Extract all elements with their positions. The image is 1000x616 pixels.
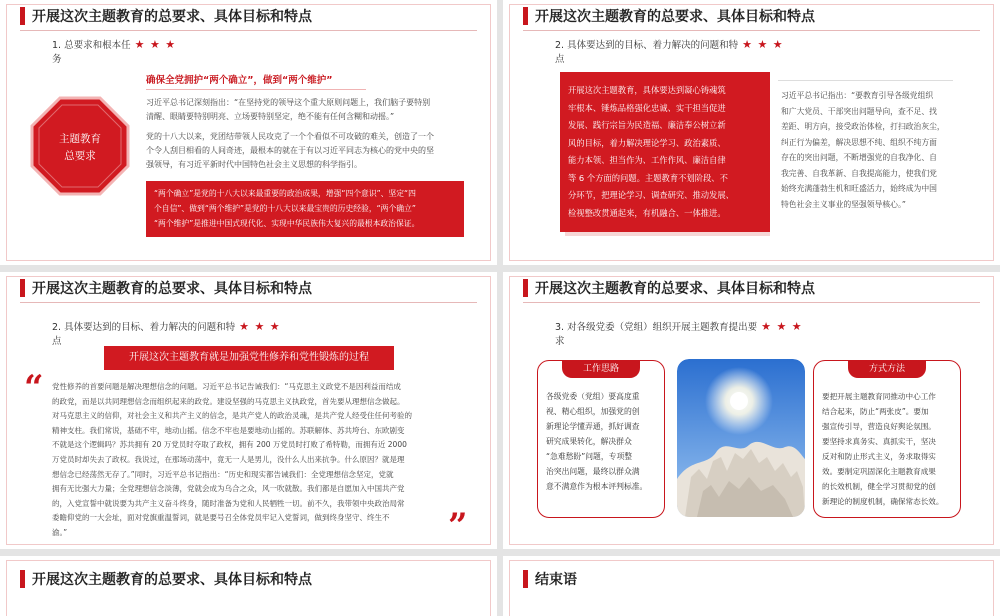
text-line: 精神支柱。我们常说，基础不牢，地动山摇。信念不牢也是要地动山摇的。苏联解体、苏共垮台、东欧剧变 [52,425,405,435]
card-text [546,389,647,494]
text-line: “两个维护”是推进中国式现代化、实现中华民族伟大复兴的最根本政治保证。 [154,219,420,228]
text-line: 万党员时却失去了政权。我说过，在那场动荡中，竟无一人是男儿，没什么人出来抗争。什么原因？就是理 [52,454,405,464]
card-text-line: 强宣传引导，营造良好舆论氛围。 [822,422,936,431]
section-subtitle [52,38,176,67]
title-accent-bar [20,7,25,25]
text-line: 我完善、自我革新、自我提高能力，使我们党 [781,168,937,178]
slide-1[interactable] [0,0,497,265]
quote-paragraph [146,96,430,124]
section-banner: 开展这次主题教育就是加强党性修养和党性锻炼的过程 [104,346,394,370]
subtitle-text: 3. 对各级党委（党组）组织开展主题教育提出要 [555,322,758,333]
heading-underline [146,89,366,90]
box-text-line: 发展、践行宗旨为民造福、廉洁奉公树立新 [568,120,726,130]
monument-photo [677,359,805,517]
star-rating-icon: ★ ★ ★ [761,320,803,333]
title-accent-bar [20,279,25,297]
title-accent-bar [20,570,25,588]
text-line: 纠正行为偏差，解决思想不纯、组织不纯方面 [781,137,937,147]
card-text [822,389,944,509]
octagon-label-line: 总要求 [64,150,96,162]
slide-title: 开展这次主题教育的总要求、具体目标和特点 [32,281,312,297]
title-divider [20,30,477,31]
text-line: 想信念已经荡然无存了。”同时，习近平总书记指出：“历史和现实都告诫我们：全党理想信念坚定，党就 [52,469,394,479]
text-line: 不就是这个逻辑吗？苏共拥有 20 万党员时夺取了政权，拥有 200 万党员时打败了希特勒，而拥有近 2000 [52,440,407,450]
text-line: 党的十八大以来，党团结带领人民攻克了一个个看似不可攻破的难关，创造了一个 [146,132,434,141]
slide-5[interactable] [0,556,497,616]
subtitle-text: 2. 具体要达到的目标、着力解决的问题和特 [555,40,739,51]
text-line: 清醒、眼睛要特别明亮、立场要特别坚定，绝不能有任何含糊和动摇。” [146,112,395,121]
box-text-line: 分环节，把理论学习、调查研究、推动发展、 [568,190,734,200]
text-line: 对马克思主义的信仰，对社会主义和共产主义的信念，是共产党人的政治灵魂，是共产党人经受住任何考验的 [52,411,412,421]
title-accent-bar [523,279,528,297]
title-divider [20,302,477,303]
text-line: 拥有无比强大力量；全党理想信念淡薄，党就会成为乌合之众，风一吹就散。我们都是自愿加入中国共产党 [52,484,405,494]
star-rating-icon: ★ ★ ★ [134,38,177,51]
card-text-line: 效。要制定巩固深化主题教育成果 [822,467,936,476]
work-approach-card [537,360,665,518]
subtitle-text-cont: 求 [555,336,565,347]
section-subtitle [555,320,803,349]
text-line: 始终充满蓬勃生机和旺盛活力，始终成为中国 [781,184,937,193]
subtitle-text: 2. 具体要达到的目标、着力解决的问题和特 [52,322,236,333]
body-paragraph [52,380,412,541]
slide-title: 开展这次主题教育的总要求、具体目标和特点 [32,9,312,25]
card-text-line: 要坚持求真务实、真抓实干，坚决 [822,437,936,446]
card-label: 方式方法 [848,360,926,378]
text-line: 个令人刮目相看的人间奇迹，最根本的就在于有以习近平同志为核心的党中央的坚 [146,146,434,155]
card-text-line: 新理论的制度机制，确保常态长效。 [822,497,944,506]
card-text-line: 新理论学懂弄通，抓好调查 [546,422,640,431]
text-divider [778,80,953,81]
box-text-line: 能力本领、担当作为、工作作风、廉洁自律 [568,155,726,165]
section-subtitle [555,38,784,67]
card-text-line: 的长效机制，健全学习贯彻党的创 [822,482,936,491]
body-paragraph [146,130,434,172]
card-text-line: 治突出问题，最终以群众满 [546,467,640,476]
title-divider [523,302,980,303]
text-line: 习近平总书记深刻指出：“在坚持党的领导这个重大原则问题上，我们脑子要特别 [146,98,431,107]
text-line: 党性修养的首要问题是解决理想信念的问题。习近平总书记告诫我们：“马克思主义政党不是因利益而结成 [52,382,401,391]
slide-3[interactable] [0,272,497,549]
card-text-line: 反对和防止形式主义，务求取得实 [822,452,936,461]
card-text-line: 要把开展主题教育同推动中心工作 [822,392,936,401]
card-text-line: 研究成果转化，解决群众 [546,437,632,446]
text-line: 委瞻仰党的一大会址，面对党旗重温誓词，就是要号召全体党员牢记入党誓词，做到终身坚守、终生不 [52,513,390,523]
card-text-line: 视、精心组织，加强党的创 [546,407,640,416]
open-quote-icon: “ [24,368,44,408]
slide-title: 结束语 [535,572,577,588]
box-text-line: 开展这次主题教育，具体要达到凝心铸魂筑 [568,85,726,95]
text-line: 和广大党员、干部突出问题导向，查不足、找 [781,106,937,116]
title-accent-bar [523,7,528,25]
subtitle-text-cont: 点 [555,54,565,65]
slide-6[interactable] [503,556,1000,616]
slide-title: 开展这次主题教育的总要求、具体目标和特点 [535,281,815,297]
box-text-line: 风的目标，着力解决理论学习、政治素质、 [568,137,726,148]
quote-paragraph [781,88,945,212]
text-line: “两个确立”是党的十八大以来最重要的政治成果，增强“四个意识”、坚定“四 [154,189,416,198]
box-text-line: 检视整改贯通起来，有机融合、一体推进。 [568,207,726,218]
text-line: 渝。” [52,527,68,537]
card-text-line: 意不满意作为根本评判标准。 [546,482,648,491]
box-text-line: 等 6 个方面的问题。主题教育不划阶段、不 [568,172,728,183]
highlight-box [146,181,464,237]
star-rating-icon: ★ ★ ★ [239,320,281,333]
card-text-line: “急难愁盼”问题，专项整 [546,452,633,461]
text-line: 特色社会主义事业的坚强领导核心。” [781,199,906,209]
section-subtitle [52,320,281,349]
slide-2[interactable] [503,0,1000,265]
target-box [560,72,770,232]
methods-card [813,360,961,518]
title-accent-bar [523,570,528,588]
text-line: 存在的突出问题，不断增强党的自我净化、自 [781,153,937,162]
slide-title: 开展这次主题教育的总要求、具体目标和特点 [535,9,815,25]
text-line: 的政党，而是以共同理想信念而组织起来的政党。建设坚强的马克思主义执政党，首先要从理想信念做起。 [52,396,405,406]
close-quote-icon: ” [448,506,468,546]
card-text-line: 各级党委（党组）要高度重 [546,392,640,401]
slide-title: 开展这次主题教育的总要求、具体目标和特点 [32,572,312,588]
section-heading: 确保全党拥护“两个确立”，做到“两个维护” [146,75,333,86]
octagon-label [30,131,130,165]
subtitle-text-cont: 点 [52,336,62,347]
title-divider [523,30,980,31]
text-line: 的，入党宣誓中就说要为共产主义奋斗终身，随时准备为党和人民牺牲一切。前不久，我带领中央政治局常 [52,498,405,508]
subtitle-text-cont: 务 [52,54,62,65]
slide-frame [509,560,994,616]
box-text-line: 牢根本、锤炼品格强化忠诚、实干担当促进 [568,102,726,113]
card-label: 工作思路 [562,360,640,378]
text-line: 差距、明方向，接受政治体检，打扫政治灰尘， [781,122,945,131]
text-line: 强领导，有习近平新时代中国特色社会主义思想的科学指引。 [146,160,362,169]
text-line: 个自信”、做到“两个维护”是党的十八大以来最宝贵的历史经验，“两个确立” [154,204,416,213]
subtitle-text: 1. 总要求和根本任 [52,40,131,51]
text-line: 习近平总书记指出：“要教育引导各级党组织 [781,91,934,100]
octagon-label-line: 主题教育 [59,133,101,145]
card-text-line: 结合起来，防止“两张皮”。要加 [822,407,929,416]
star-rating-icon: ★ ★ ★ [742,38,784,51]
slide-4[interactable] [503,272,1000,549]
